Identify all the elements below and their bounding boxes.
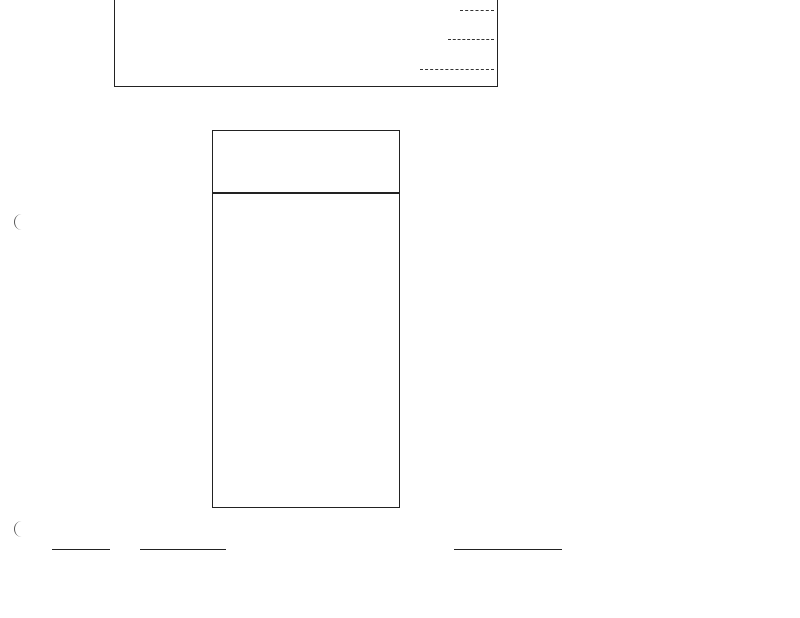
stage-storage-table xyxy=(114,0,498,87)
footer-rule xyxy=(52,549,110,550)
footer-rule xyxy=(454,549,562,550)
punch-hole-mark xyxy=(14,214,29,230)
discharge-table xyxy=(212,130,400,508)
dash-line xyxy=(448,39,494,40)
dash-line xyxy=(420,69,494,70)
footer-rule xyxy=(140,549,226,550)
dash-line xyxy=(460,10,494,11)
punch-hole-mark xyxy=(14,521,29,537)
discharge-table-header xyxy=(213,131,399,194)
